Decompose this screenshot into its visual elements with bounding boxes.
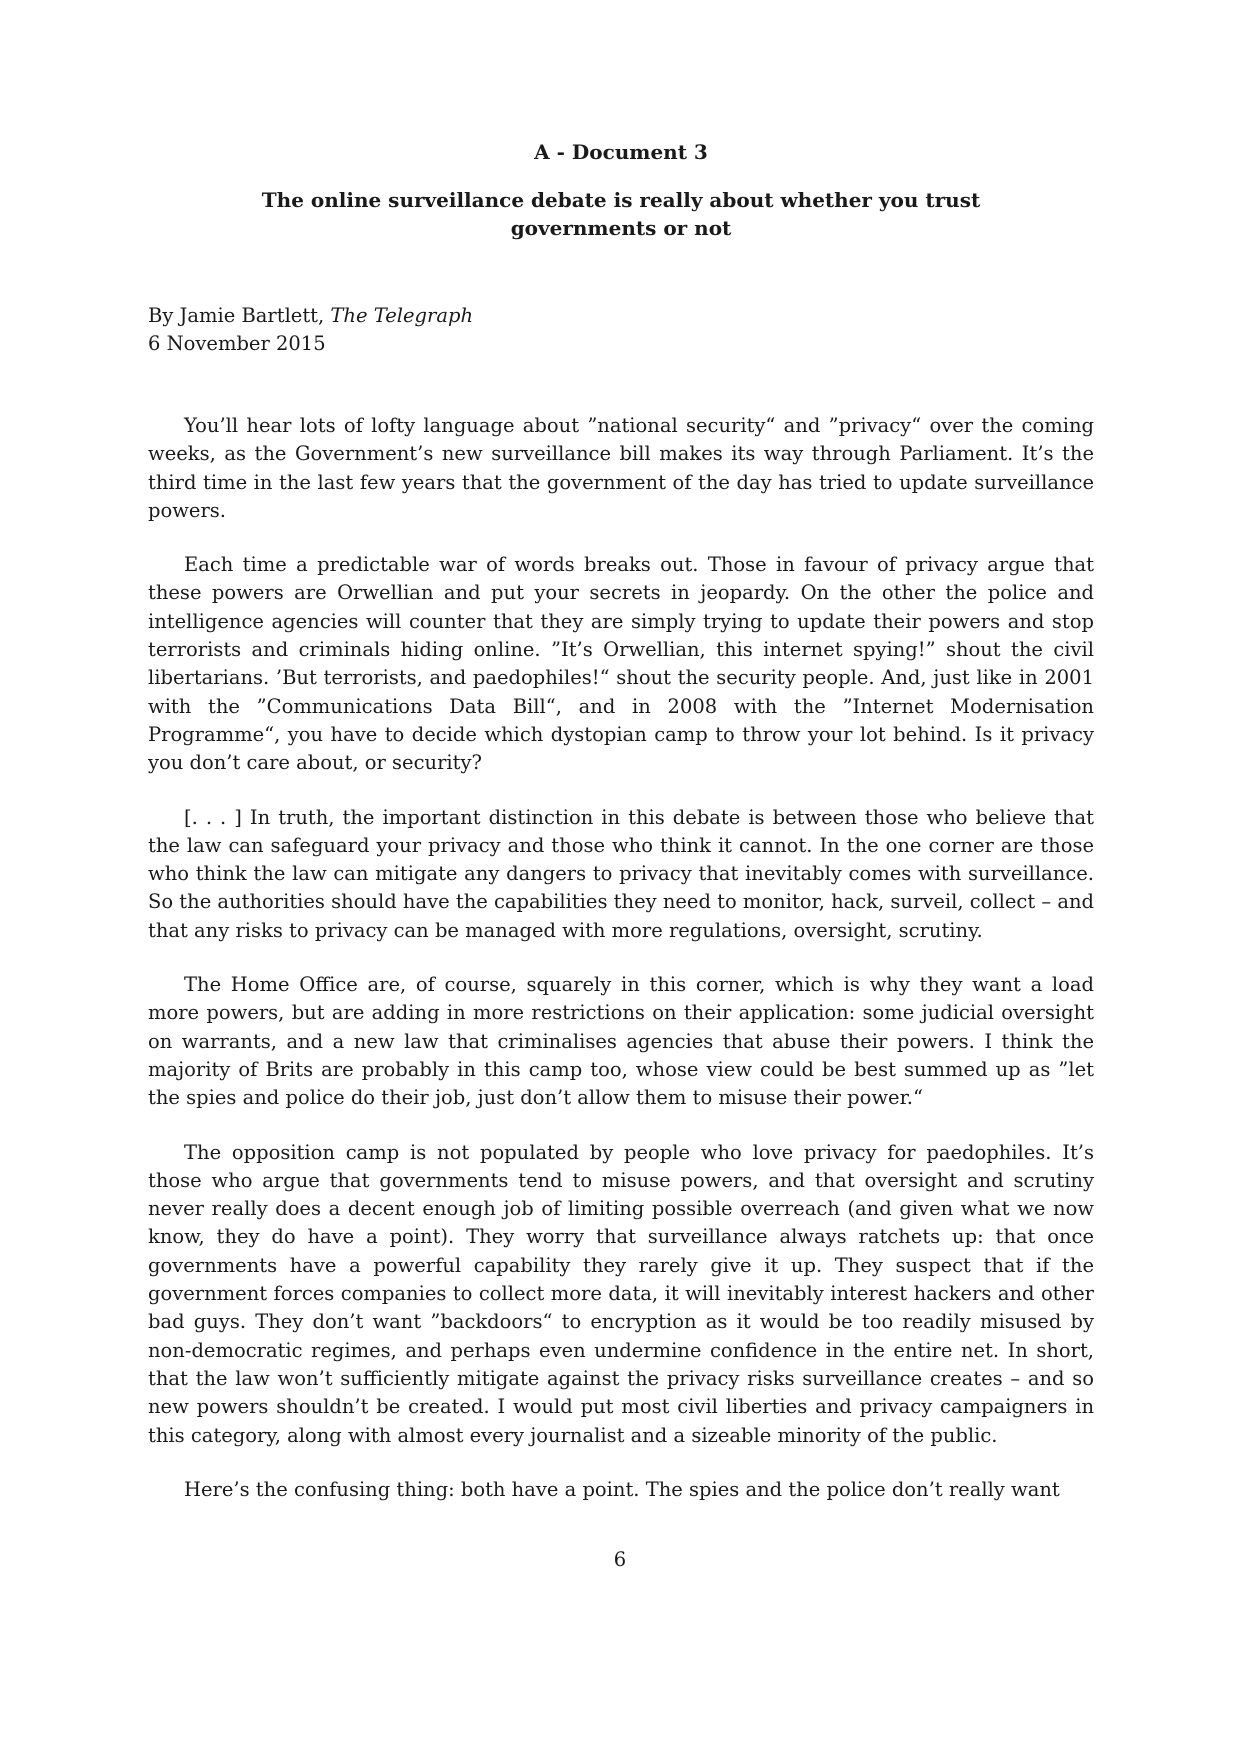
paragraph: The Home Office are, of course, squarely in this corner, which is why they want a load more powers, but are adding in more restrictions on their application: some judicial oversight on warrants, and a new law that criminalises agencies that abuse their powers. I think the majority of Brits are probably in this camp too, whose view could be best summed up as ”let the spies and police do their job, just don’t allow them to misuse their power.“: [148, 973, 1094, 1110]
paragraph: [. . . ] In truth, the important distinction in this debate is between those who believe that the law can safeguard your privacy and those who think it cannot. In the one corner are those who think the law can mitigate any dangers to privacy that inevitably comes with surveillance. So the authorities should have the capabilities they need to monitor, hack, surveil, collect – and that any risks to privacy can be managed with more regulations, oversight, scrutiny.: [148, 805, 1094, 942]
publication-name: The Telegraph: [330, 304, 474, 327]
paragraph: Here’s the confusing thing: both have a point. The spies and the police don’t really want: [184, 1477, 1060, 1501]
publication-date: 6 November 2015: [148, 332, 326, 355]
author-prefix: By Jamie Bartlett,: [148, 304, 331, 327]
paragraph: Each time a predictable war of words breaks out. Those in favour of privacy argue that these powers are Orwellian and put your secrets in jeopardy. On the other the police and intelligence agencies will counter that they are simply trying to update their powers and stop terrorists and criminals hiding online. ”It’s Orwellian, this internet spying!” shout the civil libertarians. ’But terrorists, and paedophiles!“ shout the security people. And, just like in 2001 with the ”Communications Data Bill“, and in 2008 with the ”Internet Modernisation Programme“, you have to decide which dystopian camp to throw your lot behind. Is it privacy you don’t care about, or security?: [148, 553, 1094, 775]
page-number: 6: [613, 1548, 627, 1571]
article-body: [148, 412, 1094, 1504]
author-line: [148, 302, 1094, 330]
paragraph: The opposition camp is not populated by people who love privacy for paedophiles. It’s those who argue that governments tend to misuse powers, and that oversight and scrutiny never really does a decent enough job of limiting possible overreach (and given what we now know, they do have a point). They worry that surveillance always ratchets up: that once governments have a powerful capability they rarely give it up. They suspect that if the government forces companies to collect more data, it will inevitably interest hackers and other bad guys. They don’t want ”backdoors“ to encryption as it would be too readily misused by non-democratic regimes, and perhaps even undermine confidence in the entire net. In short, that the law won’t sufficiently mitigate against the privacy risks surveillance creates – and so new powers shouldn’t be created. I would put most civil liberties and privacy campaigners in this category, along with almost every journalist and a sizeable minority of the public.: [148, 1140, 1094, 1447]
document-page: [148, 140, 1094, 1530]
article-title: The online surveillance debate is really about whether you trust governments or not: [261, 188, 981, 240]
paragraph: You’ll hear lots of lofty language about ”national security“ and ”privacy“ over the coming weeks, as the Government’s new surveillance bill makes its way through Parliament. It’s the third time in the last few years that the government of the day has tried to update surveillance powers.: [148, 414, 1094, 522]
document-label: A - Document 3: [534, 140, 708, 164]
byline: [148, 302, 1094, 358]
